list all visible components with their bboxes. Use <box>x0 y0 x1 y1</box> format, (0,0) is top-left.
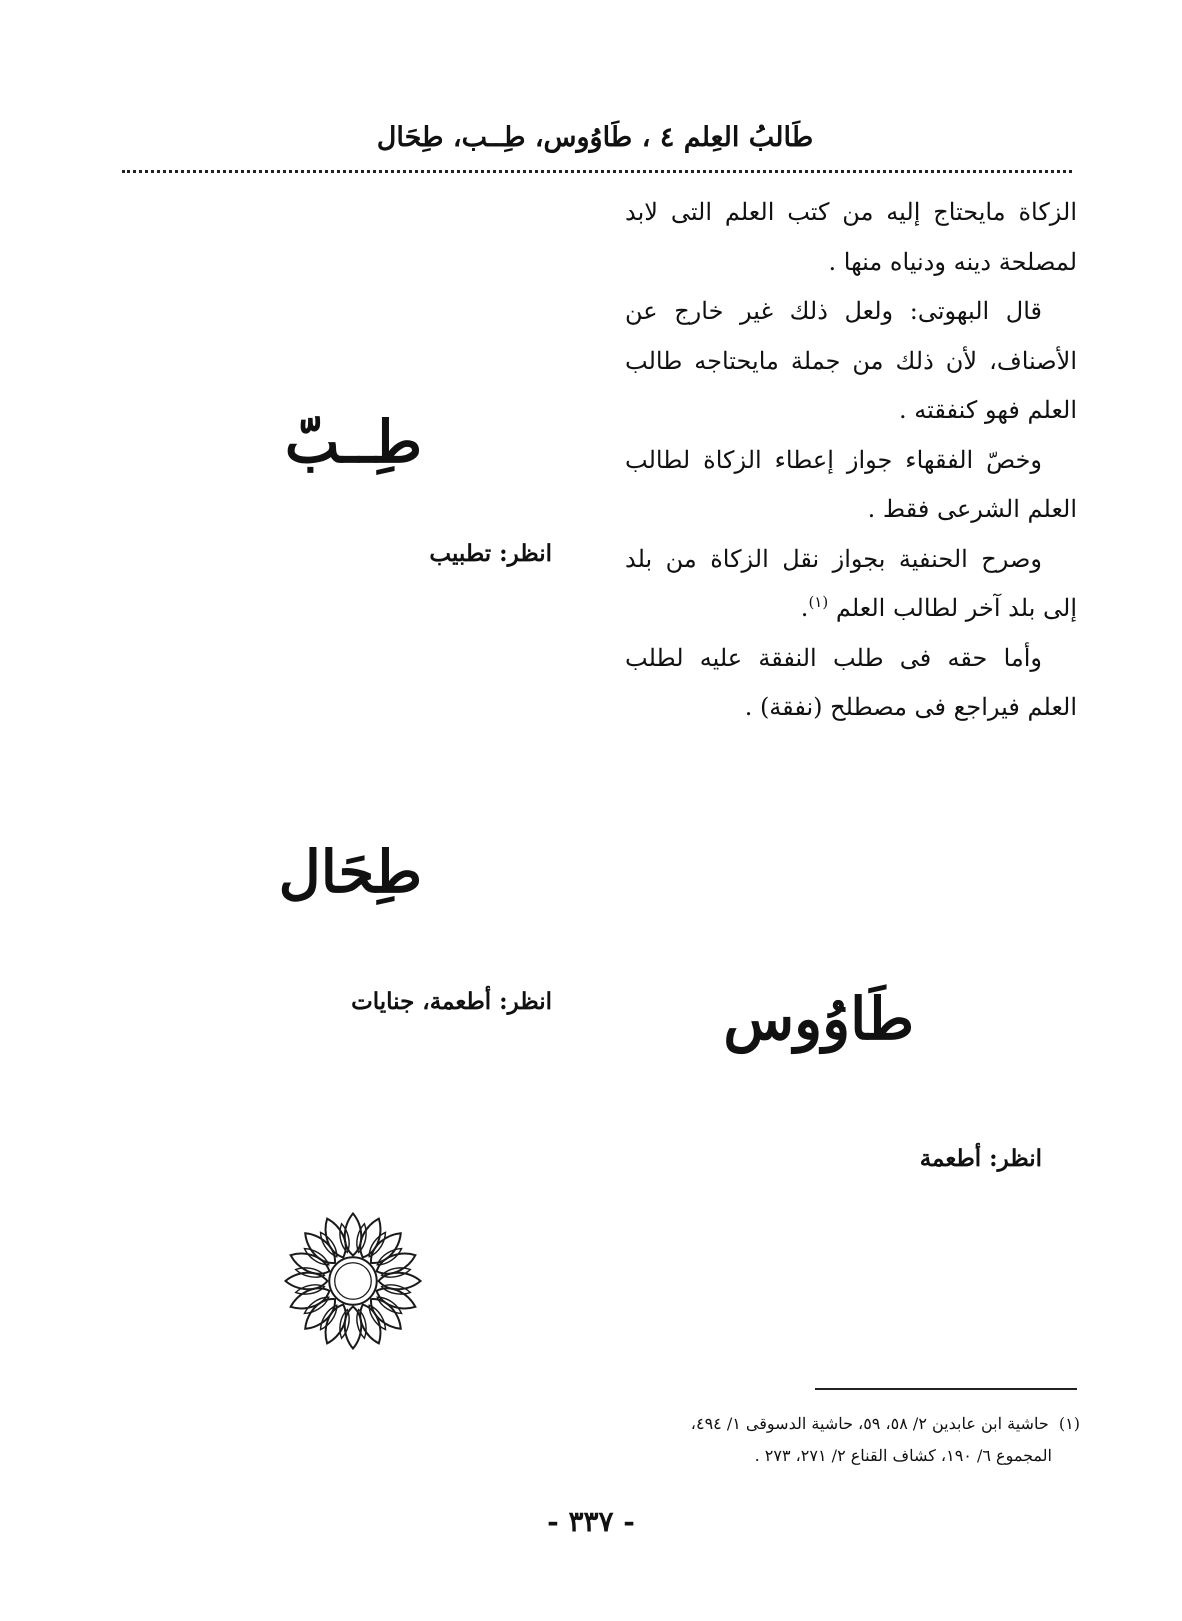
page-number: - ٣٣٧ - <box>547 1505 635 1538</box>
footnote-reference[interactable]: (١) <box>808 593 829 611</box>
main-text-column <box>625 188 1077 733</box>
paragraph-4-period: . <box>800 594 809 622</box>
paragraph-1: الزكاة مايحتاج إليه من كتب العلم التى لابد لمصلحة دينه ودنياه منها . <box>625 198 1077 276</box>
entry-title-tib: طِــبّ <box>284 408 422 476</box>
paragraph-4 <box>625 535 1077 634</box>
ornament-petal <box>287 1283 332 1314</box>
see-also-tawus: انظر: أطعمة <box>919 1145 1042 1172</box>
entry-title-tawus: طَاوُوس <box>723 985 914 1053</box>
footnote-1-line-1 <box>620 1408 1080 1440</box>
see-also-tihal: انظر: أطعمة، جنايات <box>351 988 552 1015</box>
paragraph-2: قال البهوتى: ولعل ذلك غير خارج عن الأصناف، لأن ذلك من جملة مايحتاجه طالب العلم فهو كنفقته . <box>625 297 1077 424</box>
ornament-petal <box>355 1215 386 1260</box>
decorative-rosette-ornament <box>280 1208 426 1354</box>
footnote-1-marker: (١) <box>1058 1414 1080 1433</box>
ornament-petal <box>373 1248 418 1279</box>
header-dotted-divider <box>122 170 1072 173</box>
paragraph-4-text: وصرح الحنفية بجواز نقل الزكاة من بلد إلى بلد آخر لطالب العلم <box>625 544 1077 622</box>
footnote-1 <box>620 1408 1080 1472</box>
page-header-title: طَالبُ العِلم ٤ ، طَاوُوس، طِــب، طِحَال <box>376 122 814 153</box>
footnote-divider <box>815 1388 1077 1390</box>
ornament-petal <box>320 1215 351 1260</box>
ornament-center-ring <box>329 1257 376 1304</box>
ornament-petal <box>287 1248 332 1279</box>
entry-title-tihal: طِحَال <box>278 838 422 906</box>
ornament-petal <box>373 1283 418 1314</box>
footnote-1-text-1: حاشية ابن عابدين ٢/ ٥٨، ٥٩، حاشية الدسوقى ١/ ٤٩٤، <box>690 1414 1049 1433</box>
paragraph-5: وأما حقه فى طلب النفقة عليه لطلب العلم فيراجع فى مصطلح (نفقة) . <box>625 643 1077 721</box>
ornament-center-inner-ring <box>335 1263 372 1300</box>
ornament-petal <box>320 1301 351 1346</box>
ornament-petal <box>355 1301 386 1346</box>
see-also-tib: انظر: تطبيب <box>429 540 552 567</box>
paragraph-3: وخصّ الفقهاء جواز إعطاء الزكاة لطالب العلم الشرعى فقط . <box>625 445 1077 523</box>
footnote-1-line-2: المجموع ٦/ ١٩٠، كشاف القناع ٢/ ٢٧١، ٢٧٣ . <box>754 1446 1052 1465</box>
